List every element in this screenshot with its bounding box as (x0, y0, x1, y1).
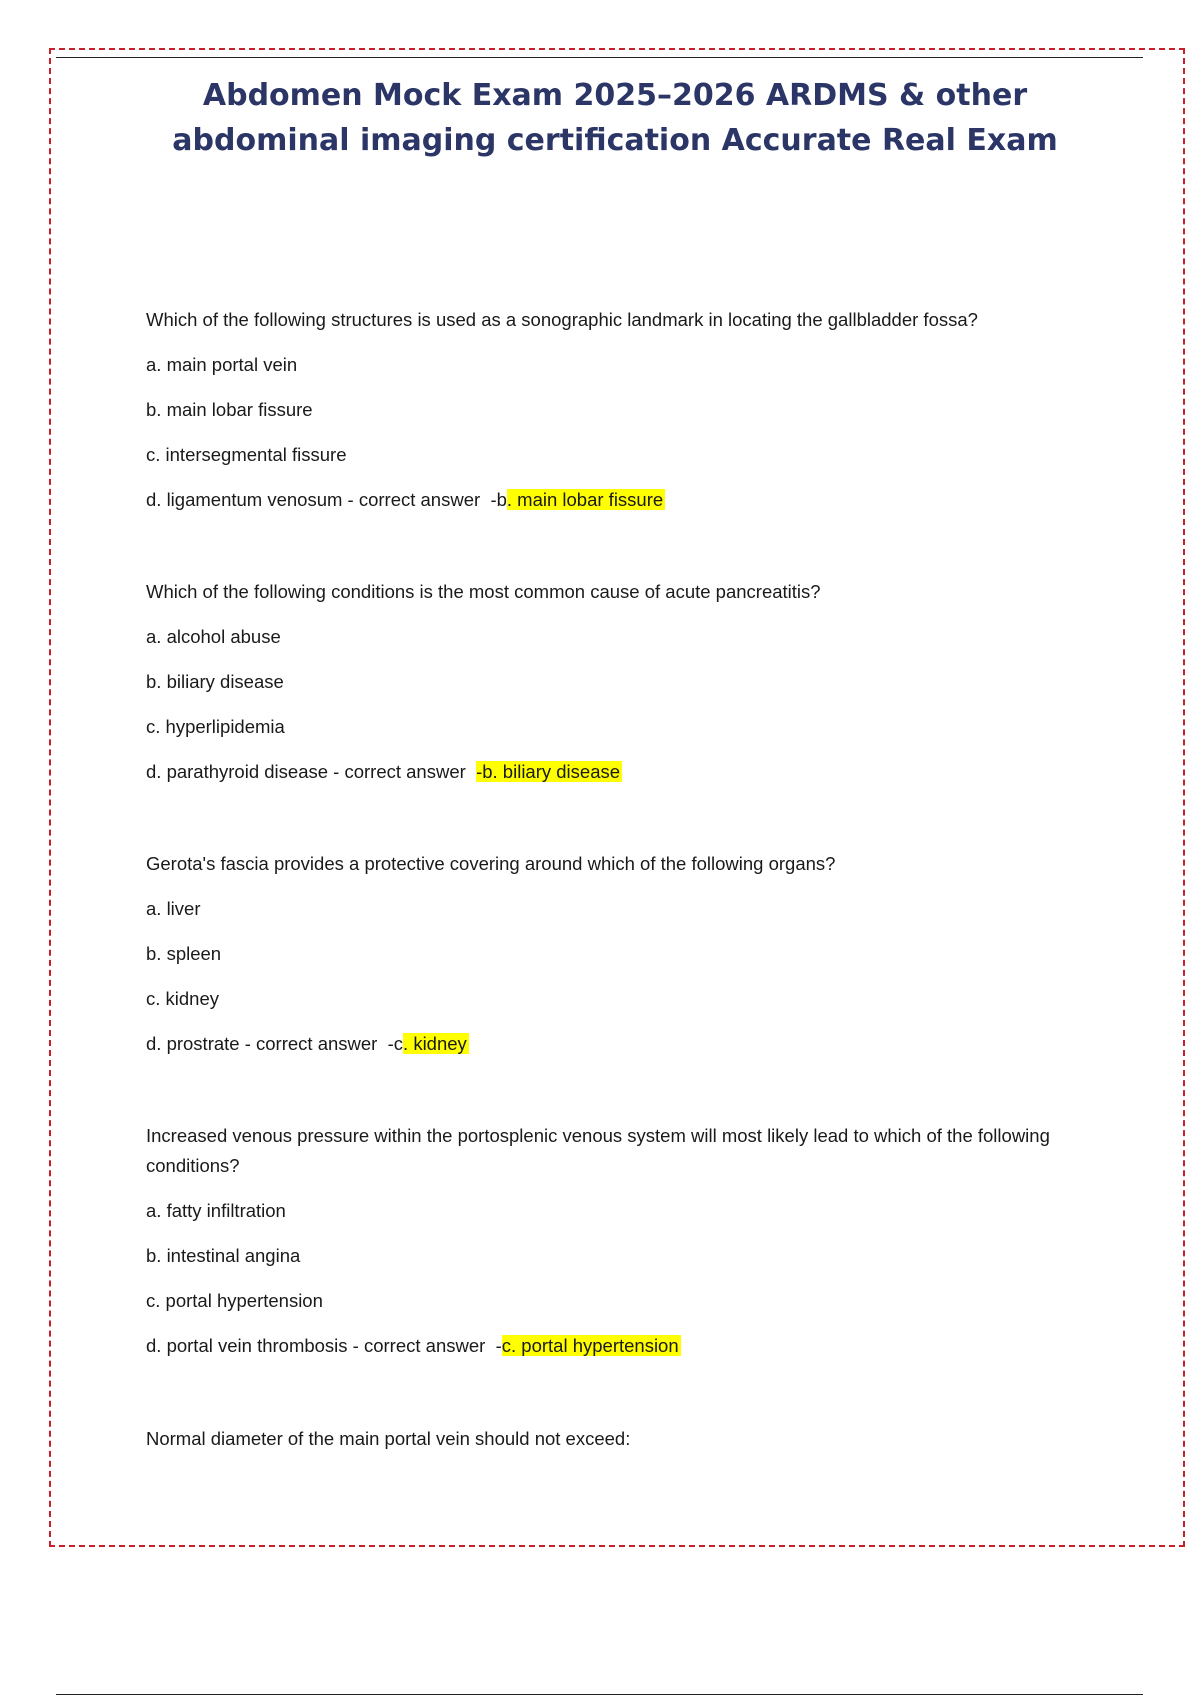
header-rule (56, 57, 1143, 58)
question-block (146, 305, 1076, 530)
option-a: a. fatty infiltration (146, 1200, 286, 1221)
question-block (146, 1424, 1076, 1469)
question-text: Increased venous pressure within the portosplenic venous system will most likely lead to which of the following conditions? (146, 1125, 1050, 1176)
option-d-with-answer (146, 757, 1076, 787)
correct-answer-highlight: . kidney (403, 1033, 467, 1054)
option-d-with-answer (146, 1331, 1076, 1361)
question-text: Gerota's fascia provides a protective covering around which of the following organs? (146, 853, 836, 874)
option-a: a. liver (146, 898, 201, 919)
answer-prefix: - (495, 1335, 502, 1356)
option-c: c. intersegmental fissure (146, 444, 347, 465)
option-b: b. intestinal angina (146, 1245, 301, 1266)
option-c: c. portal hypertension (146, 1290, 323, 1311)
option-a: a. alcohol abuse (146, 626, 281, 647)
answer-prefix: -c (387, 1033, 404, 1054)
option-c: c. kidney (146, 988, 220, 1009)
question-text: Normal diameter of the main portal vein should not exceed: (146, 1428, 631, 1449)
option-b: b. spleen (146, 943, 222, 964)
question-block (146, 849, 1076, 1074)
question-block (146, 577, 1076, 802)
option-b: b. main lobar fissure (146, 399, 313, 420)
answer-prefix: -b (490, 489, 507, 510)
option-c: c. hyperlipidemia (146, 716, 285, 737)
option-d-with-answer (146, 485, 1076, 515)
option-d-with-answer (146, 1029, 1076, 1059)
option-a: a. main portal vein (146, 354, 298, 375)
correct-answer-highlight: c. portal hypertension (501, 1335, 679, 1356)
option-d: d. ligamentum venosum - correct answer (146, 489, 481, 510)
correct-answer-highlight: -b. biliary disease (476, 761, 621, 782)
footer-rule (56, 1694, 1143, 1695)
option-d: d. parathyroid disease - correct answer (146, 761, 466, 782)
document-title: Abdomen Mock Exam 2025–2026 ARDMS & other abdominal imaging certification Accurate Real Exam (172, 78, 1058, 158)
option-d: d. portal vein thrombosis - correct answer (146, 1335, 486, 1356)
question-text: Which of the following conditions is the most common cause of acute pancreatitis? (146, 581, 821, 602)
option-b: b. biliary disease (146, 671, 284, 692)
correct-answer-highlight: . main lobar fissure (506, 489, 664, 510)
option-d: d. prostrate - correct answer (146, 1033, 378, 1054)
question-block (146, 1121, 1076, 1376)
question-text: Which of the following structures is used as a sonographic landmark in locating the gallbladder fossa? (146, 309, 978, 330)
